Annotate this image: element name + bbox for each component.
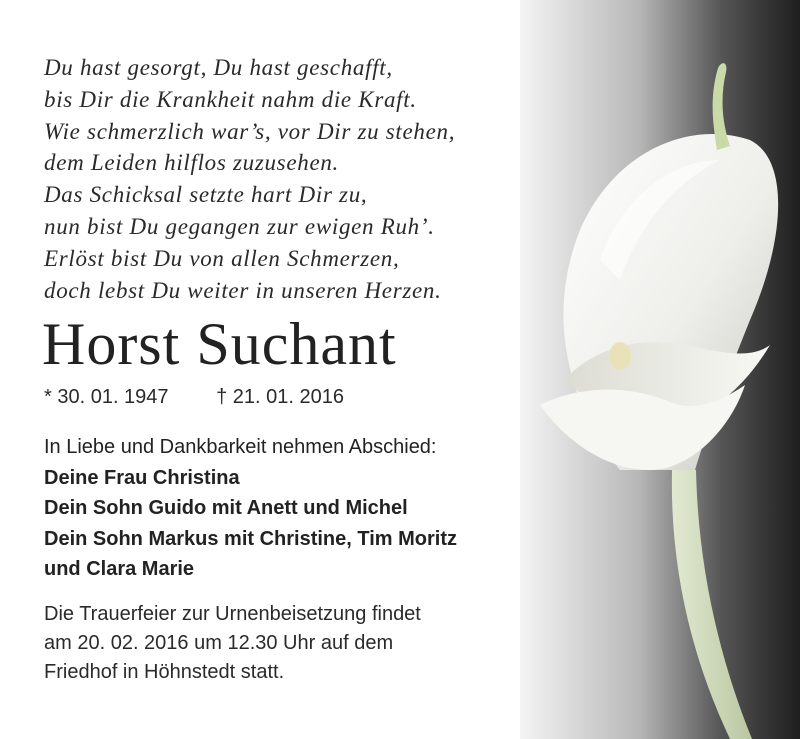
service-line: Friedhof in Höhnstedt statt. (44, 661, 285, 683)
mourner-line: Dein Sohn Guido mit Anett und Michel (44, 497, 408, 519)
poem-line: Das Schicksal setzte hart Dir zu, (44, 182, 368, 208)
mourner-line: und Clara Marie (44, 558, 195, 580)
poem-line: nun bist Du gegangen zur ewigen Ruh’. (44, 213, 435, 239)
mourner-line: Dein Sohn Markus mit Christine, Tim Moritz (44, 527, 458, 550)
service-line: Die Trauerfeier zur Urnenbeisetzung findet (44, 603, 421, 625)
mourners (44, 432, 534, 585)
poem (44, 52, 524, 306)
poem-line: Du hast gesorgt, Du hast geschafft, (44, 55, 393, 80)
poem-line: Wie schmerzlich war’s, vor Dir zu stehen, (44, 118, 456, 144)
service-line: am 20. 02. 2016 um 12.30 Uhr auf dem (44, 632, 394, 654)
calla-lily-image (520, 0, 800, 739)
poem-line: dem Leiden hilflos zuzusehen. (44, 150, 339, 176)
service-info (44, 600, 524, 687)
death-date: † 21. 01. 2016 (216, 386, 345, 408)
mourner-line: Deine Frau Christina (44, 466, 240, 489)
deceased-name: Horst Suchant (42, 311, 397, 377)
lily-spadix (609, 342, 631, 370)
poem-line: bis Dir die Krankheit nahm die Kraft. (44, 86, 417, 112)
birth-date: * 30. 01. 1947 (44, 386, 169, 408)
poem-line: Erlöst bist Du von allen Schmerzen, (44, 245, 400, 271)
calla-lily-illustration (520, 0, 800, 739)
mourners-intro: In Liebe und Dankbarkeit nehmen Abschied: (44, 436, 437, 458)
life-dates (44, 384, 344, 410)
poem-line: doch lebst Du weiter in unseren Herzen. (44, 277, 442, 303)
